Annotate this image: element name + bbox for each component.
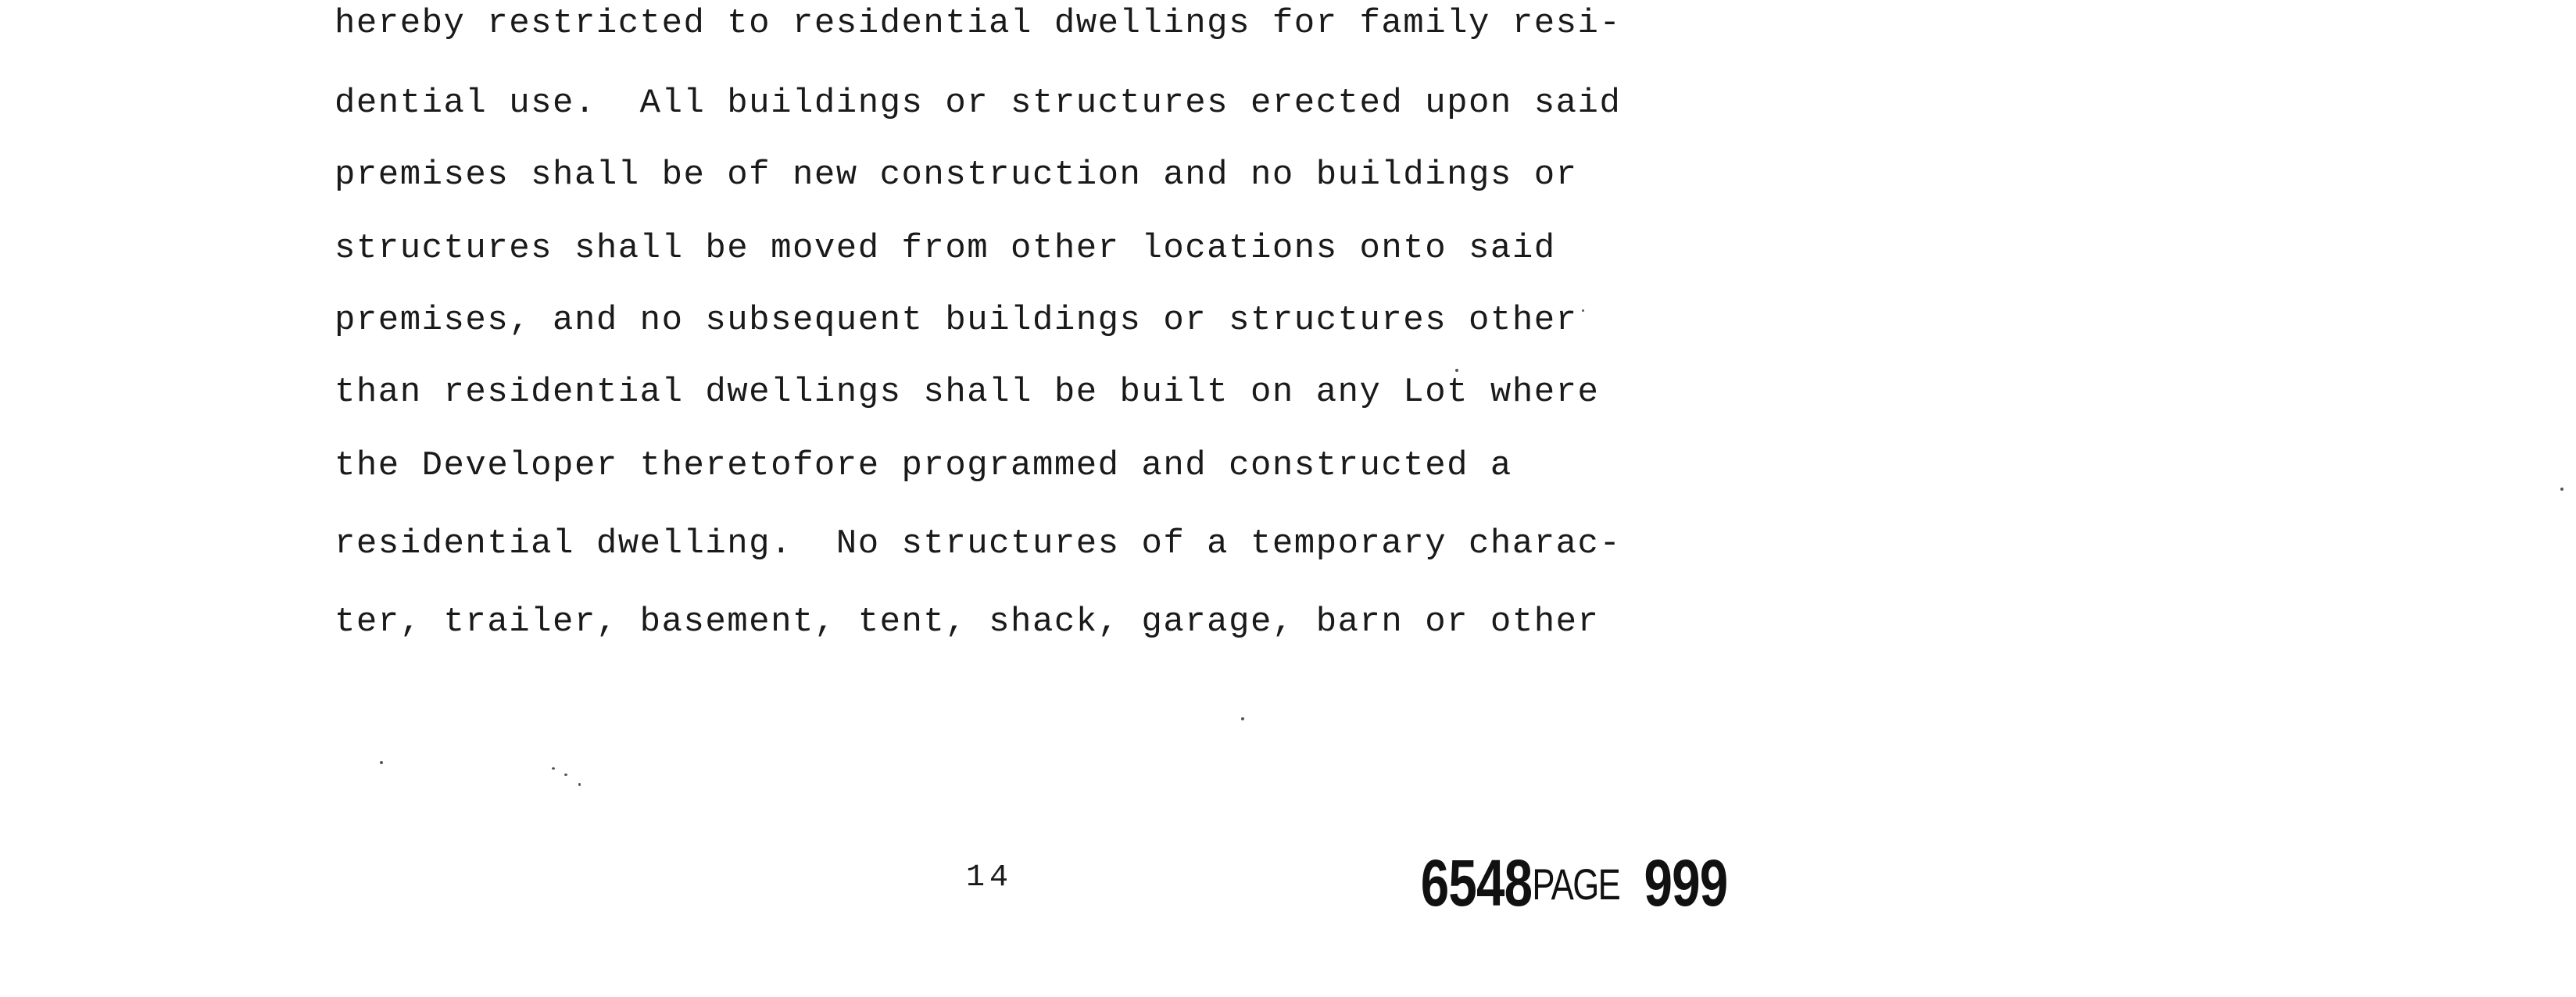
scan-speck xyxy=(564,774,567,776)
text-line: residential dwelling. No structures of a temporary charac- xyxy=(335,524,1622,563)
stamp-page-word: PAGE xyxy=(1532,859,1620,909)
scan-speck xyxy=(552,767,555,770)
text-line: ter, trailer, basement, tent, shack, garage, barn or other xyxy=(335,602,1600,641)
stamp-page-number: 999 xyxy=(1644,846,1728,920)
text-line: the Developer theretofore programmed and constructed a xyxy=(335,446,1512,485)
text-line: structures shall be moved from other locations onto said xyxy=(335,229,1556,268)
scan-speck xyxy=(2560,488,2563,491)
page-number: 14 xyxy=(966,860,1014,895)
text-line: than residential dwellings shall be built on any Lot where xyxy=(335,373,1600,412)
scan-speck xyxy=(380,761,383,764)
scan-speck xyxy=(1455,369,1458,372)
scan-speck xyxy=(1582,309,1584,312)
stamp-book-number: 6548 xyxy=(1420,846,1533,920)
book-page-stamp xyxy=(1366,770,1727,997)
text-line: premises shall be of new construction and no buildings or xyxy=(335,155,1578,195)
text-line: hereby restricted to residential dwellings for family resi- xyxy=(335,4,1622,43)
scan-speck xyxy=(1241,717,1244,720)
scan-speck xyxy=(578,783,581,786)
text-line: premises, and no subsequent buildings or structures other xyxy=(335,301,1578,340)
text-line: dential use. All buildings or structures erected upon said xyxy=(335,84,1622,123)
